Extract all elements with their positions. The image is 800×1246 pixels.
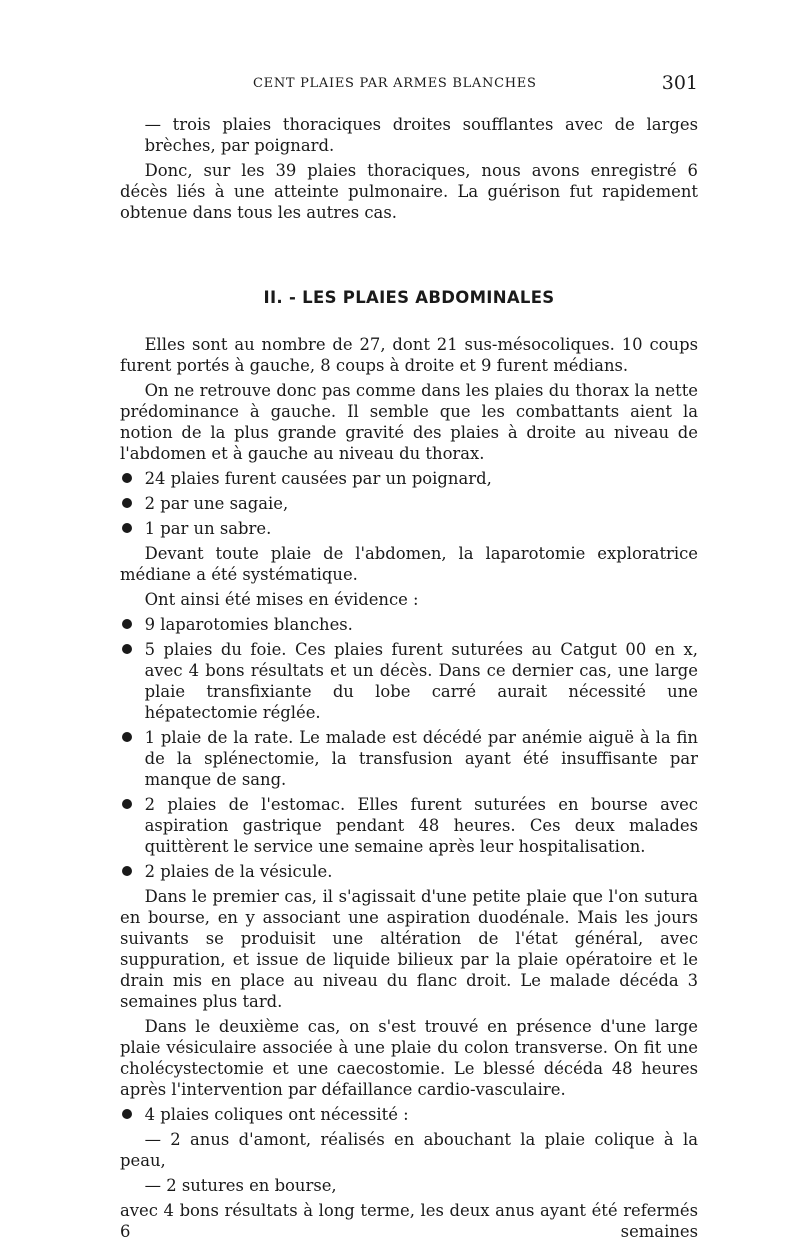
list-item: 4 plaies coliques ont nécessité : xyxy=(120,1104,698,1125)
list-item: 5 plaies du foie. Ces plaies furent suturées au Catgut 00 en x, avec 4 bons résultats et un décès. Dans ce dernier cas, une large plaie transfixiante du lobe carré aurait nécessité une hépatectomie réglée. xyxy=(120,639,698,723)
bullet-icon xyxy=(122,619,132,629)
paragraph-second-case: Dans le deuxième cas, on s'est trouvé en présence d'une large plaie vésiculaire associée à une plaie du colon transverse. On fit une cholécystectomie et une caecostomie. Le blessé décéda 48 heures après l'intervention par défaillance cardio-vasculaire. xyxy=(120,1017,698,1099)
section-body xyxy=(120,334,698,1246)
list-item: 24 plaies furent causées par un poignard, xyxy=(120,468,698,489)
bullet-icon xyxy=(122,799,132,809)
paragraph-first-case: Dans le premier cas, il s'agissait d'une petite plaie que l'on sutura en bourse, en y associant une aspiration duodénale. Mais les jours suivants se produisit une altération de l'état général, avec suppuration, et issue de liquide bilieux par la plaie opératoire et le drain mis en place au niveau du flanc droit. Le malade décéda 3 semaines plus tard. xyxy=(120,887,698,1011)
list-item: 9 laparotomies blanches. xyxy=(120,614,698,635)
bullet-icon xyxy=(122,523,132,533)
dash-item: — trois plaies thoraciques droites soufflantes avec de larges brèches, par poignard. xyxy=(144,115,698,155)
section-heading: II. - LES PLAIES ABDOMINALES xyxy=(263,288,555,307)
list-item: 2 plaies de la vésicule. xyxy=(120,861,698,882)
bullet-icon xyxy=(122,866,132,876)
colic-list xyxy=(120,1104,698,1125)
paragraph-predominance: On ne retrouve donc pas comme dans les plaies du thorax la nette prédominance à gauche. Il semble que les combattants aient la notion de la plus grande gravité des plaies à droite au niveau de l'abdomen et à gauche au niveau du thorax. xyxy=(120,381,698,463)
bullet-icon xyxy=(122,473,132,483)
list-item: 2 plaies de l'estomac. Elles furent suturées en bourse avec aspiration gastrique pendant 48 heures. Ces deux malades quittèrent le service une semaine après leur hospitalisation. xyxy=(120,794,698,857)
list-item: 2 par une sagaie, xyxy=(120,493,698,514)
colic-dash-item: — 2 anus d'amont, réalisés en abouchant la plaie colique à la peau, xyxy=(120,1130,698,1170)
final-line: avec 4 bons résultats à long terme, les deux anus ayant été refermés 6 semaines xyxy=(120,1201,698,1241)
page-number: 301 xyxy=(661,72,698,94)
paragraph-findings-intro: Ont ainsi été mises en évidence : xyxy=(144,590,419,609)
paragraph-laparotomy: Devant toute plaie de l'abdomen, la laparotomie exploratrice médiane a été systématique. xyxy=(120,544,698,584)
intro-block xyxy=(120,114,698,227)
bullet-icon xyxy=(122,644,132,654)
bullet-icon xyxy=(122,732,132,742)
findings-list xyxy=(120,614,698,882)
bullet-icon xyxy=(122,498,132,508)
colic-dash-item: — 2 sutures en bourse, xyxy=(144,1176,337,1195)
running-header xyxy=(120,74,700,96)
running-title: CENT PLAIES PAR ARMES BLANCHES xyxy=(253,76,537,91)
bullet-icon xyxy=(122,1109,132,1119)
list-item: 1 par un sabre. xyxy=(120,518,698,539)
summary-paragraph: Donc, sur les 39 plaies thoraciques, nous avons enregistré 6 décès liés à une atteinte pulmonaire. La guérison fut rapidement obtenue dans tous les autres cas. xyxy=(120,161,698,222)
paragraph-counts: Elles sont au nombre de 27, dont 21 sus-mésocoliques. 10 coups furent portés à gauche, 8 coups à droite et 9 furent médians. xyxy=(120,335,698,375)
weapons-list xyxy=(120,468,698,539)
list-item: 1 plaie de la rate. Le malade est décédé par anémie aiguë à la fin de la splénectomie, la transfusion ayant été insuffisante par manque de sang. xyxy=(120,727,698,790)
